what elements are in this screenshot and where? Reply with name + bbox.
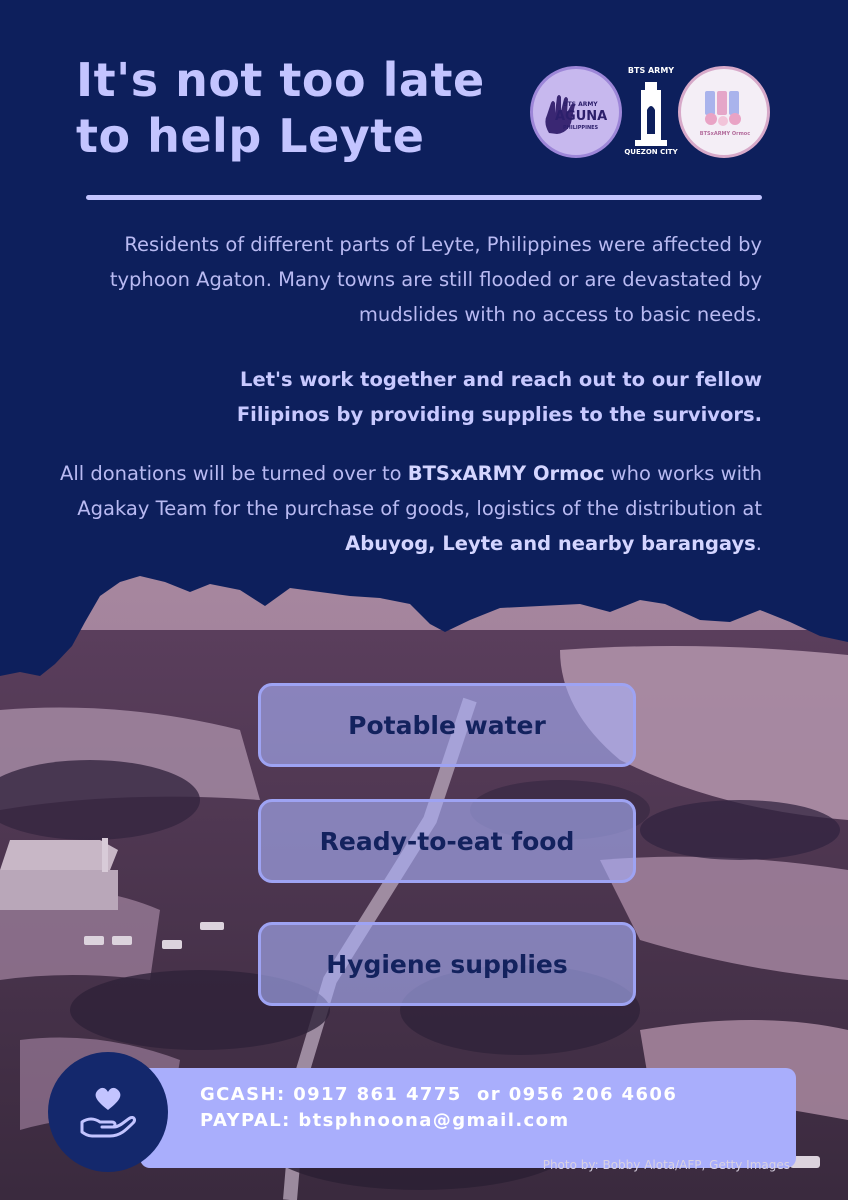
- title-line-2: to help Leyte: [76, 109, 425, 163]
- intro-paragraph: Residents of different parts of Leyte, Philippines were affected by typhoon Agaton. Many towns are still flooded or are devastated by mudslides with no access to basic needs.: [109, 233, 762, 326]
- page-title: [76, 52, 485, 164]
- partner-logos: [530, 66, 770, 162]
- ormoc-logo: [678, 66, 770, 158]
- aguna-logo-line-2: AGUNA: [555, 109, 608, 124]
- aguna-logo: [530, 66, 622, 158]
- call-to-action-line-2: Filipinos by providing supplies to the survivors.: [236, 403, 762, 426]
- qc-logo-line-1: BTS ARMY: [627, 66, 675, 75]
- monument-icon: [629, 80, 673, 146]
- aguna-logo-line-3: PHILIPPINES: [563, 125, 599, 131]
- call-to-action-line-1: Let's work together and reach out to our fellow: [240, 368, 762, 391]
- donation-org: BTSxARMY Ormoc: [407, 462, 605, 485]
- supply-ready-to-eat-food: Ready-to-eat food: [258, 799, 636, 883]
- payment-bar: [140, 1068, 796, 1168]
- ormoc-logo-text: BTSxARMY Ormoc: [699, 131, 751, 137]
- title-divider: [86, 195, 762, 200]
- donation-text-a: All donations will be turned over to: [60, 462, 408, 485]
- donation-place: Abuyog, Leyte and nearby barangays: [345, 532, 756, 555]
- flower-emblem-icon: [699, 85, 751, 127]
- photo-credit: Photo by: Bobby Alota/AFP, Getty Images: [542, 1158, 790, 1172]
- supply-hygiene: Hygiene supplies: [258, 922, 636, 1006]
- torn-edge-overlay: [0, 560, 848, 700]
- quezon-city-logo: [625, 66, 677, 160]
- supply-potable-water: Potable water: [258, 683, 636, 767]
- gcash-info: GCASH: 0917 861 4775 or 0956 206 4606: [200, 1084, 678, 1105]
- call-to-action: [40, 362, 762, 432]
- donation-text-c: .: [755, 532, 762, 555]
- title-line-1: It's not too late: [76, 53, 485, 107]
- donate-badge: [48, 1052, 168, 1172]
- qc-logo-line-2: QUEZON CITY: [624, 148, 678, 156]
- donation-text-b: who works with Agakay Team for the purchase of goods, logistics of the distribution at: [77, 462, 762, 520]
- aguna-logo-line-1: BTS ARMY: [563, 101, 598, 108]
- hand-heart-icon: [76, 1080, 140, 1144]
- paypal-info: PAYPAL: btsphnoona@gmail.com: [200, 1110, 570, 1131]
- donation-paragraph: [40, 456, 762, 561]
